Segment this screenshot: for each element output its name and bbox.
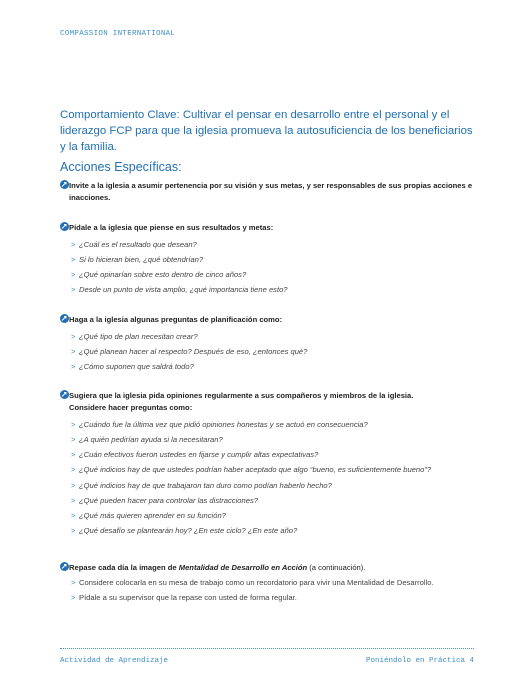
- chevron-right-icon: >: [71, 255, 76, 264]
- list-item: > Si lo hicieran bien, ¿qué obtendrían?: [60, 252, 480, 267]
- arrow-bullet-icon: [60, 314, 69, 323]
- arrow-bullet-icon: [60, 562, 69, 571]
- action-3-text: Haga a la iglesia algunas preguntas de planificación como:: [69, 315, 283, 324]
- actions-heading: Acciones Específicas:: [60, 160, 182, 174]
- chevron-right-icon: >: [71, 332, 76, 341]
- footer-divider: [60, 648, 474, 649]
- chevron-right-icon: >: [71, 481, 76, 490]
- list-item: > ¿Qué pueden hacer para controlar las distracciones?: [60, 493, 480, 508]
- action-1: [60, 180, 480, 204]
- list-item: > ¿Cuán efectivos fueron ustedes en fijarse y cumplir altas expectativas?: [60, 447, 480, 462]
- chevron-right-icon: >: [71, 435, 76, 444]
- arrow-bullet-icon: [60, 222, 69, 231]
- action-2: [60, 222, 480, 297]
- list-item: > ¿Qué más quieren aprender en su función?: [60, 508, 480, 523]
- chevron-right-icon: >: [71, 465, 76, 474]
- chevron-right-icon: >: [71, 578, 76, 587]
- chevron-right-icon: >: [71, 496, 76, 505]
- chevron-right-icon: >: [71, 450, 76, 459]
- emphasis-title: Mentalidad de Desarrollo en Acción: [178, 563, 308, 572]
- running-header: COMPASSION INTERNATIONAL: [60, 30, 176, 38]
- list-item: > ¿Cuándo fue la última vez que pidió opiniones honestas y se actuó en consecuencia?: [60, 417, 480, 432]
- chevron-right-icon: >: [71, 347, 76, 356]
- list-item: > ¿Cómo suponen que saldrá todo?: [60, 359, 480, 374]
- action-4-text-cont: Considere hacer preguntas como:: [69, 403, 193, 412]
- action-3: [60, 314, 480, 374]
- list-item: > ¿Qué indicios hay de que trabajaron tan duro como podían haberlo hecho?: [60, 478, 480, 493]
- action-5: [60, 562, 480, 604]
- action-1-text: Invite a la iglesia a asumir pertenencia por su visión y sus metas, y ser responsables de sus propias acciones e inacciones.: [69, 181, 473, 202]
- chevron-right-icon: >: [71, 362, 76, 371]
- chevron-right-icon: >: [71, 511, 76, 520]
- arrow-bullet-icon: [60, 390, 69, 399]
- action-4-text: Sugiera que la iglesia pida opiniones regularmente a sus compañeros y miembros de la iglesia.: [69, 391, 414, 400]
- chevron-right-icon: >: [71, 270, 76, 279]
- action-5-text: Repase cada día la imagen de Mentalidad de Desarrollo en Acción (a continuación).: [69, 563, 366, 572]
- chevron-right-icon: >: [71, 420, 76, 429]
- footer-right: Poniéndolo en Práctica 4: [365, 657, 474, 665]
- list-item: > ¿Qué indicios hay de que ustedes podrían haber aceptado que algo “bueno, es suficientemente bueno”?: [71, 465, 432, 474]
- list-item: > ¿Cuál es el resultado que desean?: [60, 237, 480, 252]
- list-item: > ¿Qué planean hacer al respecto? Después de eso, ¿entonces qué?: [60, 344, 480, 359]
- chevron-right-icon: >: [71, 526, 76, 535]
- list-item: > Desde un punto de vista amplio, ¿qué importancia tiene esto?: [60, 282, 480, 297]
- footer-left: Actividad de Aprendizaje: [60, 657, 169, 665]
- list-item: > ¿Qué desafío se plantearán hoy? ¿En este ciclo? ¿En este año?: [60, 523, 480, 538]
- action-2-text: Pídale a la iglesia que piense en sus resultados y metas:: [69, 223, 274, 232]
- list-item: > ¿Qué tipo de plan necesitan crear?: [60, 329, 480, 344]
- key-behavior-heading: Comportamiento Clave: Cultivar el pensar en desarrollo entre el personal y el liderazgo FCP para que la iglesia promueva la autosuficiencia de los beneficiarios y la familia.: [60, 109, 473, 153]
- list-item: > Pídale a su supervisor que la repase con usted de forma regular.: [71, 593, 297, 602]
- chevron-right-icon: >: [71, 240, 76, 249]
- list-item: > Considere colocarla en su mesa de trabajo como un recordatorio para vivir una Mentalidad de Desarrollo.: [71, 578, 434, 587]
- list-item: > ¿A quién pedirían ayuda si la necesitaran?: [60, 432, 480, 447]
- list-item: > ¿Qué opinarían sobre esto dentro de cinco años?: [60, 267, 480, 282]
- arrow-bullet-icon: [60, 180, 69, 189]
- chevron-right-icon: >: [71, 285, 76, 294]
- action-4: [60, 390, 480, 538]
- chevron-right-icon: >: [71, 593, 76, 602]
